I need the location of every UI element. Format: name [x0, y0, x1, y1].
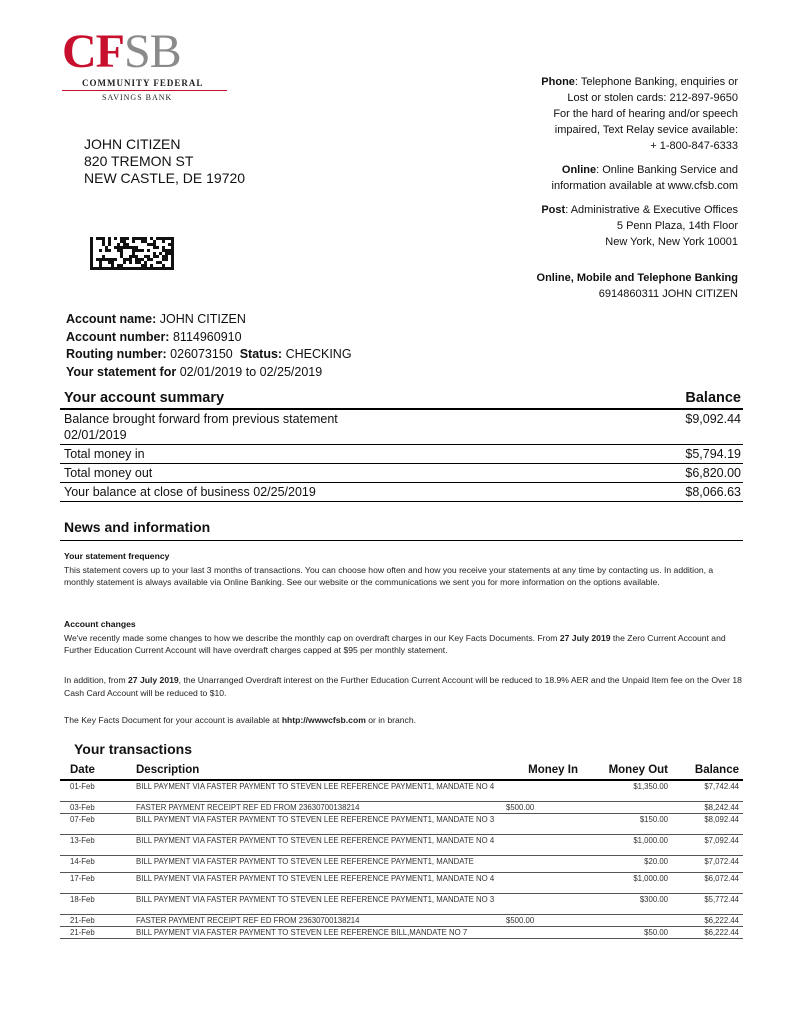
customer-city: NEW CASTLE, DE 19720 [84, 170, 246, 186]
statement-period-row: Your statement for 02/01/2019 to 02/25/2019 [66, 364, 323, 379]
logo-divider [62, 90, 227, 91]
transactions-header-row [60, 762, 743, 780]
col-money-out: Money Out [582, 762, 672, 780]
key-facts-link[interactable]: hhtp://wwwcfsb.com [281, 715, 366, 725]
account-name-row: Account name: JOHN CITIZEN [66, 312, 246, 326]
account-details [66, 311, 352, 381]
summary-row: Total money out $6,820.00 [60, 464, 743, 483]
table-row: 17-Feb BILL PAYMENT VIA FASTER PAYMENT TO STEVEN LEE REFERENCE PAYMENT1, MANDATE NO 4 $1,000.00 $6,072.44 [60, 873, 743, 894]
table-row: 03-Feb FASTER PAYMENT RECEIPT REF ED FROM 23630700138214 $500.00 $8,242.44 [60, 802, 743, 814]
customer-address [84, 136, 245, 187]
summary-title: Your account summary [64, 390, 225, 406]
account-number-row: Account number: 8114960910 [66, 329, 242, 344]
col-description: Description [132, 762, 502, 780]
contact-online: Online: Online Banking Service and information available at www.cfsb.com [551, 164, 738, 192]
news-key-facts: The Key Facts Document for your account is available at hhtp://wwwcfsb.com or in branch. [64, 715, 417, 725]
table-row: 18-Feb BILL PAYMENT VIA FASTER PAYMENT TO STEVEN LEE REFERENCE PAYMENT1, MANDATE NO 3 $300.00 $5,772.44 [60, 894, 743, 915]
col-money-in: Money In [502, 762, 582, 780]
contact-info [458, 74, 738, 310]
customer-street: 820 TREMON ST [84, 153, 194, 169]
table-row: 07-Feb BILL PAYMENT VIA FASTER PAYMENT TO STEVEN LEE REFERENCE PAYMENT1, MANDATE NO 3 $150.00 $8,092.44 [60, 814, 743, 835]
barcode-icon [90, 236, 174, 270]
summary-header [60, 390, 743, 410]
bank-logo [62, 25, 232, 108]
news-divider [60, 540, 743, 541]
table-row: 21-Feb BILL PAYMENT VIA FASTER PAYMENT TO STEVEN LEE REFERENCE BILL,MANDATE NO 7 $50.00 $6,222.44 [60, 927, 743, 939]
summary-balance-header: Balance [685, 390, 741, 406]
routing-number-row: Routing number: 026073150 Status: CHECKING [66, 347, 352, 361]
account-summary [60, 390, 743, 502]
table-row: 14-Feb BILL PAYMENT VIA FASTER PAYMENT TO STEVEN LEE REFERENCE PAYMENT1, MANDATE $20.00 $7,072.44 [60, 856, 743, 873]
logo-community-federal: COMMUNITY FEDERAL [82, 78, 204, 88]
news-account-changes: Account changes We've recently made some changes to how we describe the monthly cap on overdraft charges in our Key Facts Documents. From 27 July 2019 the Zero Current Account and Further Education Current Account will have overdraft charges capped at $95 per monthly statement. [64, 619, 726, 655]
table-row: 13-Feb BILL PAYMENT VIA FASTER PAYMENT TO STEVEN LEE REFERENCE PAYMENT1, MANDATE NO 4 $1,000.00 $7,092.44 [60, 835, 743, 856]
contact-post: Post: Administrative & Executive Offices 5 Penn Plaza, 14th Floor New York, New York 10001 [541, 204, 738, 248]
customer-name: JOHN CITIZEN [84, 136, 181, 152]
logo-savings-bank: SAVINGS BANK [102, 93, 173, 102]
contact-banking: Online, Mobile and Telephone Banking 6914860311 JOHN CITIZEN [536, 272, 738, 300]
contact-phone: Phone: Telephone Banking, enquiries or Lost or stolen cards: 212-897-9650 For the hard of hearing and/or speech impaired, Text Relay sevice available: + 1-800-847-6333 [541, 76, 738, 152]
col-balance: Balance [672, 762, 743, 780]
news-title: News and information [64, 519, 211, 535]
transactions-table [60, 762, 743, 939]
logo-wordmark: CFSB [62, 25, 181, 78]
news-statement-frequency: Your statement frequency This statement covers up to your last 3 months of transactions. You can choose how often and how you receive your statements at any time by contacting us. In addition, a monthly statement is always available via Online Banking. See our website or the communications we sent you for more information on the options available. [64, 551, 714, 587]
news-additional-changes: In addition, from 27 July 2019, the Unarranged Overdraft interest on the Further Education Current Account will be reduced to 18.9% AER and the Unpaid Item fee on the Over 18 Cash Card Account will be reduced to $10. [64, 675, 742, 698]
summary-row: Total money in $5,794.19 [60, 445, 743, 464]
transactions-title: Your transactions [74, 741, 192, 757]
table-row: 21-Feb FASTER PAYMENT RECEIPT REF ED FROM 23630700138214 $500.00 $6,222.44 [60, 915, 743, 927]
summary-row: Your balance at close of business 02/25/2019 $8,066.63 [60, 483, 743, 502]
col-date: Date [60, 762, 132, 780]
table-row: 01-Feb BILL PAYMENT VIA FASTER PAYMENT TO STEVEN LEE REFERENCE PAYMENT1, MANDATE NO 4 $1,350.00 $7,742.44 [60, 780, 743, 802]
summary-row: Balance brought forward from previous statement 02/01/2019 $9,092.44 [60, 410, 743, 445]
